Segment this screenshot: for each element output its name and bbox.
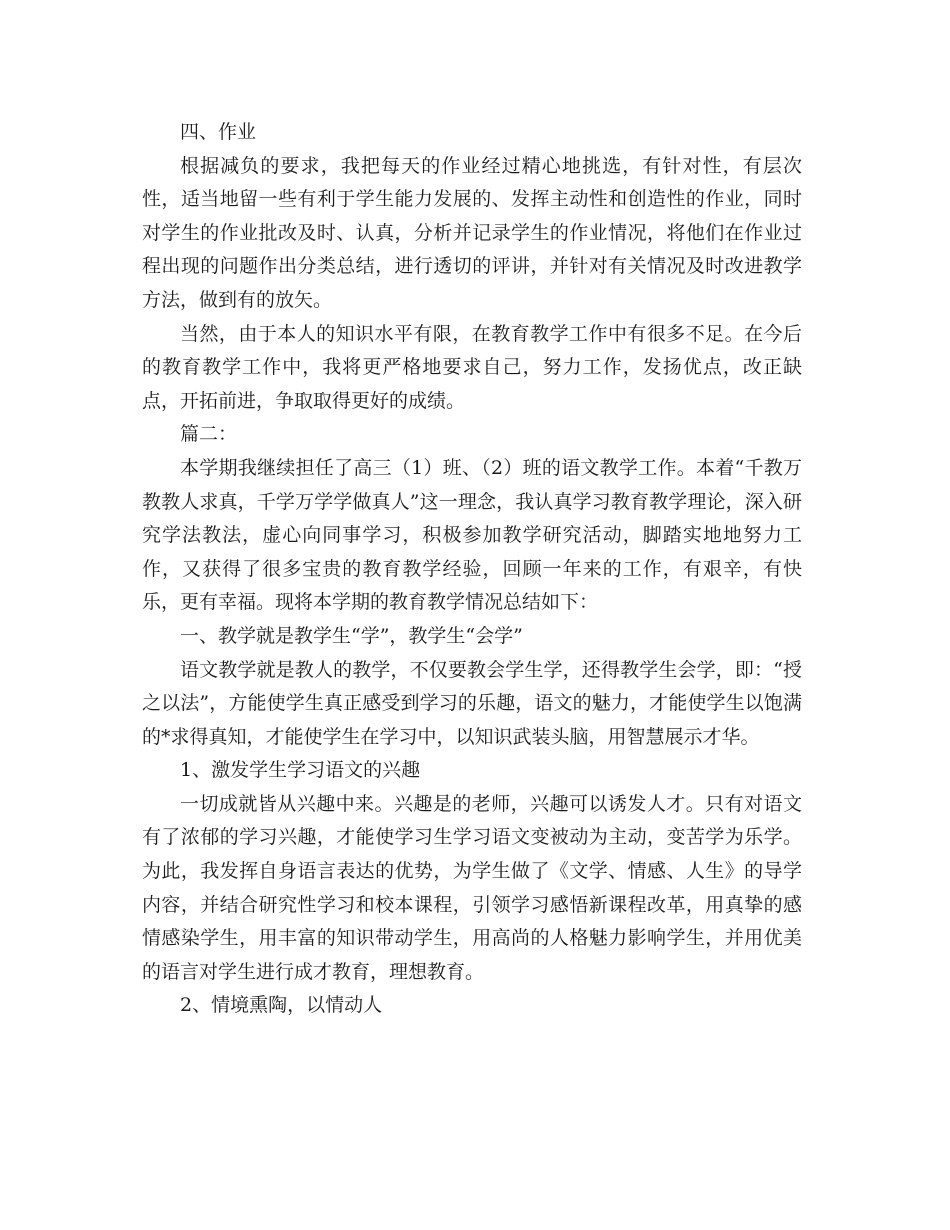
paragraph-conclusion: 当然，由于本人的知识水平有限，在教育教学工作中有很多不足。在今后的教育教学工作中，我将更严格地要求自己，努力工作，发扬优点，改正缺点，开拓前进，争取取得更好的成绩。	[142, 322, 802, 412]
section-heading-teaching: 一、教学就是教学生“学”，教学生“会学”	[180, 624, 523, 647]
subheading-interest: 1、激发学生学习语文的兴趣	[180, 759, 421, 782]
paragraph-interest: 一切成就皆从兴趣中来。兴趣是的老师，兴趣可以诱发人才。只有对语文有了浓郁的学习兴趣，才能使学习生学习语文变被动为主动，变苦学为乐学。为此，我发挥自身语言表达的优势，为学生做了《文学、情感、人生》的导学内容，并结合研究性学习和校本课程，引领学习感悟新课程改革，用真挚的感情感染学生，用丰富的知识带动学生，用高尚的人格魅力影响学生，并用优美的语言对学生进行成才教育，理想教育。	[142, 792, 802, 983]
document-body	[142, 116, 802, 1023]
section-heading-part-two: 篇二：	[180, 423, 238, 446]
paragraph-homework: 根据减负的要求，我把每天的作业经过精心地挑选，有针对性，有层次性，适当地留一些有利于学生能力发展的、发挥主动性和创造性的作业，同时对学生的作业批改及时、认真，分析并记录学生的作业情况，将他们在作业过程出现的问题作出分类总结，进行透切的评讲，并针对有关情况及时改进教学方法，做到有的放矢。	[142, 154, 802, 311]
subheading-context: 2、情境熏陶，以情动人	[180, 994, 383, 1017]
paragraph-teaching: 语文教学就是教人的教学，不仅要教会学生学，还得教学生会学，即：“授之以法”，方能使学生真正感受到学习的乐趣，语文的魅力，才能使学生以饱满的*求得真知，才能使学生在学习中，以知识武装头脑，用智慧展示才华。	[142, 658, 802, 748]
paragraph-intro: 本学期我继续担任了高三（1）班、（2）班的语文教学工作。本着“千教万教教人求真，千学万学学做真人”这一理念，我认真学习教育教学理论，深入研究学法教法，虚心向同事学习，积极参加教学研究活动，脚踏实地地努力工作，又获得了很多宝贵的教育教学经验，回顾一年来的工作，有艰辛，有快乐，更有幸福。现将本学期的教育教学情况总结如下：	[142, 456, 802, 614]
section-heading-homework: 四、作业	[180, 121, 257, 143]
